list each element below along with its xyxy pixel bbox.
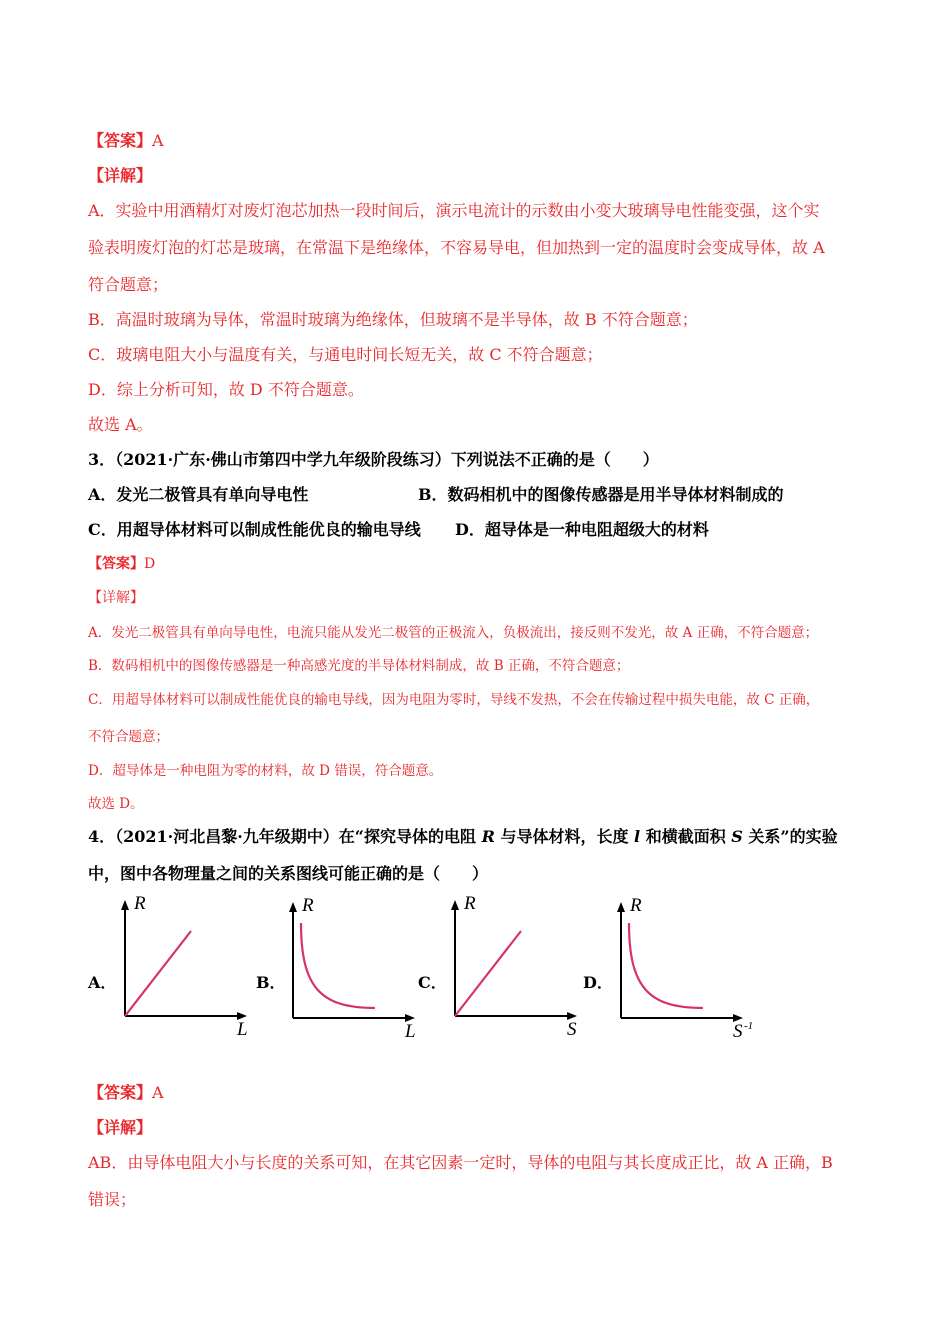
answer-tag: 【答案】 bbox=[88, 1083, 153, 1102]
detail-line: D．超导体是一种电阻为零的材料，故 D 错误，符合题意。 bbox=[88, 763, 443, 779]
y-axis-arrow bbox=[121, 900, 129, 910]
relation-curve bbox=[629, 923, 703, 1008]
y-axis-label: R bbox=[630, 895, 642, 916]
var-S: S bbox=[731, 827, 743, 846]
detail-line: 不符合题意； bbox=[88, 729, 169, 745]
y-axis-arrow bbox=[289, 902, 297, 912]
conclusion-line: 故选 D。 bbox=[88, 796, 144, 812]
answer-line bbox=[88, 1080, 164, 1103]
answer-value: A bbox=[152, 131, 164, 150]
question-stem: 3．（2021·广东·佛山市第四中学九年级阶段练习）下列说法不正确的是（ ） bbox=[88, 450, 659, 469]
answer-value: A bbox=[152, 1083, 164, 1102]
relation-curve bbox=[301, 923, 375, 1008]
question-stem-cont: 中，图中各物理量之间的关系图线可能正确的是（ ） bbox=[88, 864, 489, 883]
y-axis-label: R bbox=[464, 895, 476, 914]
detail-tag: 【详解】 bbox=[88, 166, 153, 185]
y-axis-arrow bbox=[451, 900, 459, 910]
x-axis-label: L bbox=[237, 1019, 248, 1040]
graph-label-c: C． bbox=[418, 973, 447, 992]
x-axis-label: L bbox=[405, 1021, 416, 1042]
detail-line: C．玻璃电阻大小与温度有关，与通电时间长短无关，故 C 不符合题意； bbox=[88, 345, 603, 364]
answer-tag: 【答案】 bbox=[88, 556, 144, 572]
option-b: B．数码相机中的图像传感器是用半导体材料制成的 bbox=[418, 485, 784, 504]
graphs-figure bbox=[0, 895, 950, 1045]
answer-line bbox=[88, 553, 155, 573]
detail-line: AB．由导体电阻大小与长度的关系可知，在其它因素一定时，导体的电阻与其长度成正比，故 A 正确，B bbox=[88, 1153, 833, 1172]
question-stem: 4．（2021·河北昌黎·九年级期中）在“探究导体的电阻 R 与导体材料，长度 l 和横截面积 S 关系”的实验 bbox=[88, 827, 838, 846]
y-axis-arrow bbox=[617, 902, 625, 912]
relation-line bbox=[125, 931, 191, 1016]
x-axis-label: S bbox=[733, 1021, 743, 1042]
option-d: D．超导体是一种电阻超级大的材料 bbox=[455, 520, 709, 539]
detail-line: 错误； bbox=[88, 1190, 137, 1209]
detail-line: B．数码相机中的图像传感器是一种高感光度的半导体材料制成，故 B 正确，不符合题意； bbox=[88, 658, 630, 674]
graph-label-b: B． bbox=[256, 973, 286, 992]
answer-line bbox=[88, 128, 164, 151]
answer-tag: 【答案】 bbox=[88, 131, 153, 150]
x-axis-label: S bbox=[567, 1019, 577, 1040]
detail-tag: 【详解】 bbox=[88, 1118, 153, 1137]
x-axis-superscript: -1 bbox=[744, 1020, 754, 1032]
option-a: A．发光二极管具有单向导电性 bbox=[88, 485, 309, 504]
option-c: C．用超导体材料可以制成性能优良的输电导线 bbox=[88, 520, 421, 539]
var-R: R bbox=[481, 827, 495, 846]
conclusion-line: 故选 A。 bbox=[88, 415, 153, 434]
detail-tag: 【详解】 bbox=[88, 590, 144, 606]
detail-line: B．高温时玻璃为导体，常温时玻璃为绝缘体，但玻璃不是半导体，故 B 不符合题意； bbox=[88, 310, 698, 329]
graph-label-d: D． bbox=[583, 973, 613, 992]
detail-line: C．用超导体材料可以制成性能优良的输电导线，因为电阻为零时，导线不发热，不会在传输过程中损失电能，故 C 正确， bbox=[88, 692, 820, 708]
y-axis-label: R bbox=[134, 895, 146, 914]
detail-line: A．发光二极管具有单向导电性，电流只能从发光二极管的正极流入，负极流出，接反则不发光，故 A 正确，不符合题意； bbox=[88, 625, 819, 641]
var-l: l bbox=[634, 827, 641, 846]
detail-line: A．实验中用酒精灯对废灯泡芯加热一段时间后，演示电流计的示数由小变大玻璃导电性能变强，这个实 bbox=[88, 201, 820, 220]
answer-value: D bbox=[144, 556, 156, 572]
graph-label-a: A． bbox=[88, 973, 117, 992]
detail-line: D．综上分析可知，故 D 不符合题意。 bbox=[88, 380, 364, 399]
y-axis-label: R bbox=[302, 895, 314, 916]
detail-line: 符合题意； bbox=[88, 275, 169, 294]
detail-line: 验表明废灯泡的灯芯是玻璃，在常温下是绝缘体，不容易导电，但加热到一定的温度时会变成导体，故 A bbox=[88, 238, 825, 257]
relation-line bbox=[455, 931, 521, 1016]
